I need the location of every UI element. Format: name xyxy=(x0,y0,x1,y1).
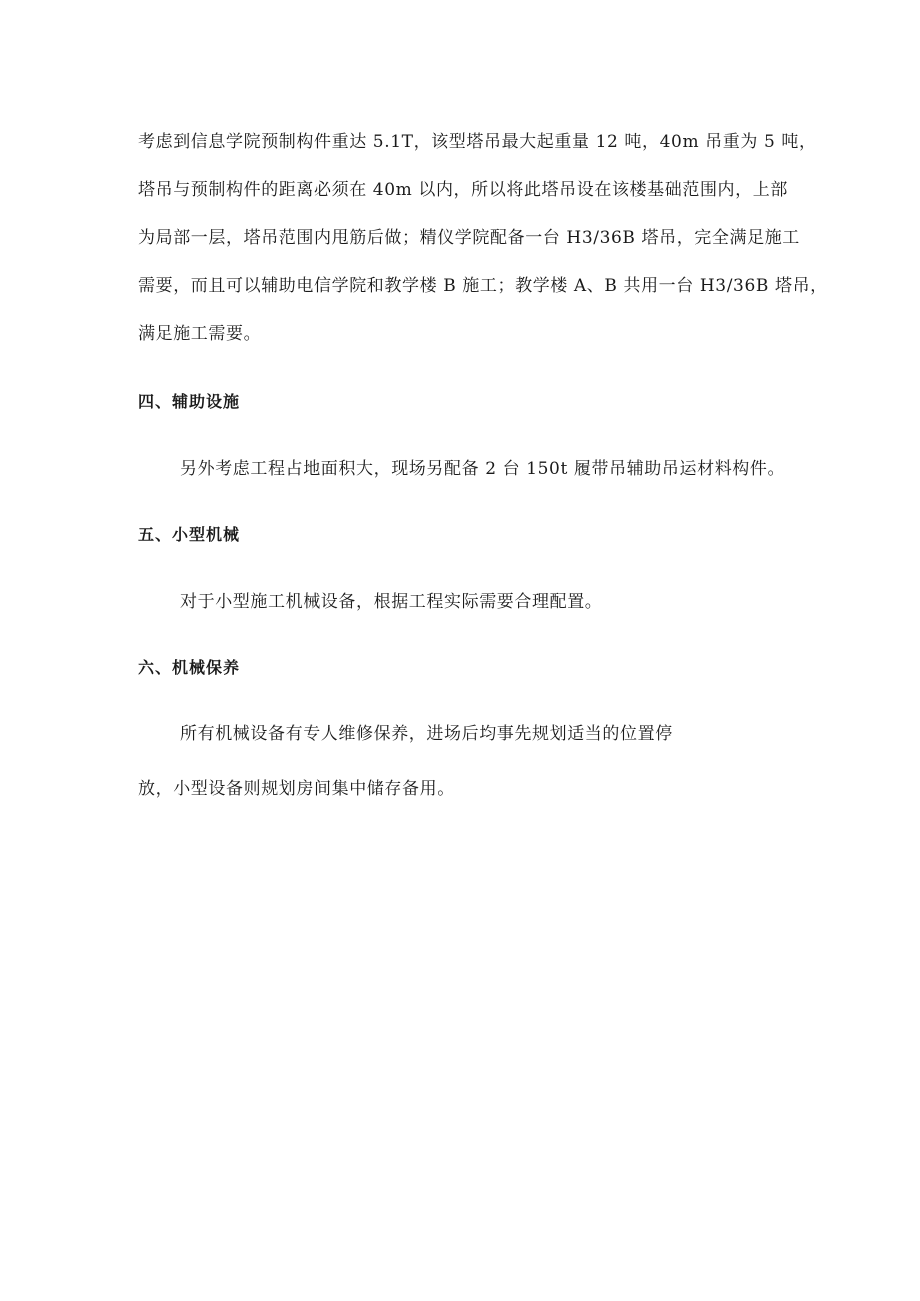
crane-paragraph xyxy=(138,130,828,346)
section-heading-small-machinery: 五、小型机械 xyxy=(138,525,241,544)
paragraph-line: 需要，而且可以辅助电信学院和教学楼 B 施工；教学楼 A、B 共用一台 H3/36B 塔吊， xyxy=(138,276,828,296)
paragraph-line: 为局部一层，塔吊范围内甩筋后做；精仪学院配备一台 H3/36B 塔吊，完全满足施工 xyxy=(138,228,800,248)
paragraph-line: 塔吊与预制构件的距离必须在 40m 以内，所以将此塔吊设在该楼基础范围内，上部 xyxy=(138,180,788,200)
section-heading-auxiliary: 四、辅助设施 xyxy=(138,392,241,411)
auxiliary-paragraph: 另外考虑工程占地面积大，现场另配备 2 台 150t 履带吊辅助吊运材料构件。 xyxy=(180,459,786,479)
maintenance-paragraph-line: 所有机械设备有专人维修保养，进场后均事先规划适当的位置停 xyxy=(180,724,673,744)
small-machinery-paragraph: 对于小型施工机械设备，根据工程实际需要合理配置。 xyxy=(180,592,603,612)
paragraph-line: 满足施工需要。 xyxy=(138,324,262,344)
section-heading-maintenance: 六、机械保养 xyxy=(138,658,241,677)
paragraph-line: 考虑到信息学院预制构件重达 5.1T，该型塔吊最大起重量 12 吨，40m 吊重为 5 吨， xyxy=(138,132,817,152)
maintenance-paragraph-line: 放，小型设备则规划房间集中储存备用。 xyxy=(138,779,455,799)
